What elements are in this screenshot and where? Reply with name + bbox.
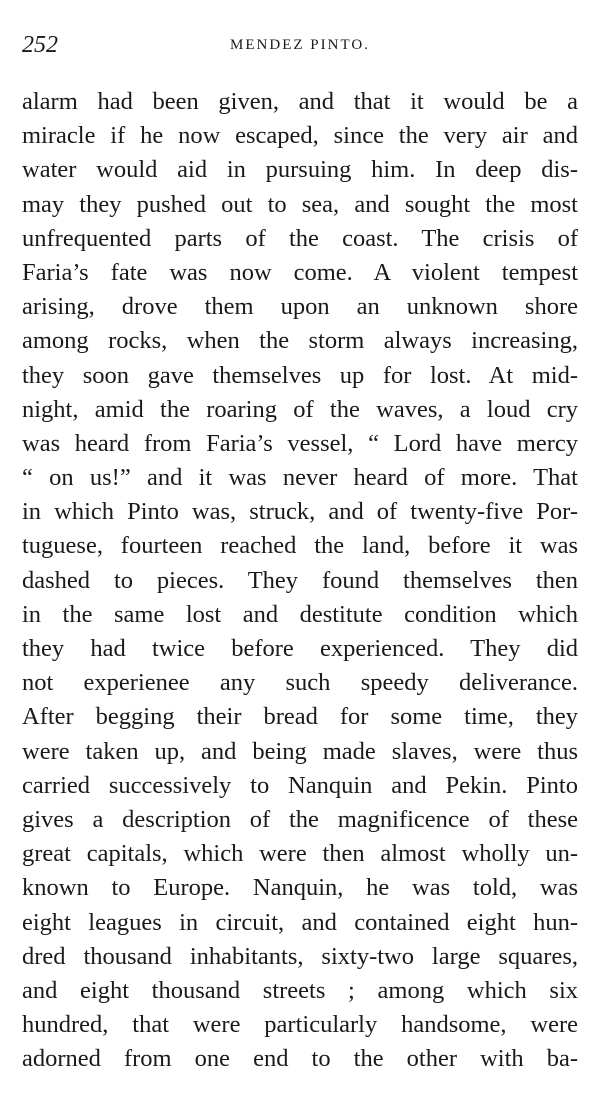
text-line: were taken up, and being made slaves, were thus	[22, 737, 578, 765]
body-text	[22, 85, 578, 1076]
running-title: MENDEZ PINTO.	[230, 37, 370, 53]
text-line: they soon gave themselves up for lost. At mid-	[22, 361, 578, 389]
running-head	[22, 30, 578, 60]
text-line: gives a description of the magnificence of these	[22, 805, 578, 833]
text-line: carried successively to Nanquin and Pekin. Pinto	[22, 771, 578, 799]
text-line: Faria’s fate was now come. A violent tempest	[22, 258, 578, 286]
text-line: may they pushed out to sea, and sought the most	[22, 190, 578, 218]
text-line: they had twice before experienced. They did	[22, 635, 578, 662]
text-line: eight leagues in circuit, and contained eight hun-	[22, 908, 578, 936]
text-line: not experienee any such speedy deliverance.	[22, 669, 578, 697]
page-number: 252	[22, 32, 58, 58]
text-line: unfrequented parts of the coast. The crisis of	[22, 224, 578, 252]
text-line: arising, drove them upon an unknown shore	[22, 293, 578, 321]
text-line: tuguese, fourteen reached the land, before it was	[22, 532, 578, 560]
text-line: After begging their bread for some time, they	[22, 703, 578, 731]
text-line: miracle if he now escaped, since the very air and	[22, 122, 578, 150]
text-line: adorned from one end to the other with ba-	[22, 1045, 578, 1073]
text-line: water would aid in pursuing him. In deep dis-	[22, 156, 578, 184]
text-line: in the same lost and destitute condition which	[22, 600, 578, 628]
text-line: known to Europe. Nanquin, he was told, was	[22, 874, 578, 902]
text-line: was heard from Faria’s vessel, “ Lord have mercy	[22, 429, 578, 457]
text-line: alarm had been given, and that it would be a	[22, 88, 578, 115]
text-line: among rocks, when the storm always increasing,	[22, 327, 578, 355]
text-line: in which Pinto was, struck, and of twenty-five Por-	[22, 498, 578, 526]
text-line: dred thousand inhabitants, sixty-two large squares,	[22, 942, 578, 970]
text-line: dashed to pieces. They found themselves then	[22, 566, 578, 594]
text-line: “ on us!” and it was never heard of more. That	[22, 464, 578, 492]
text-line: night, amid the roaring of the waves, a loud cry	[22, 395, 578, 423]
text-line: and eight thousand streets ; among which six	[22, 976, 578, 1004]
text-line: great capitals, which were then almost wholly un-	[22, 840, 578, 868]
text-line: hundred, that were particularly handsome, were	[22, 1011, 578, 1039]
